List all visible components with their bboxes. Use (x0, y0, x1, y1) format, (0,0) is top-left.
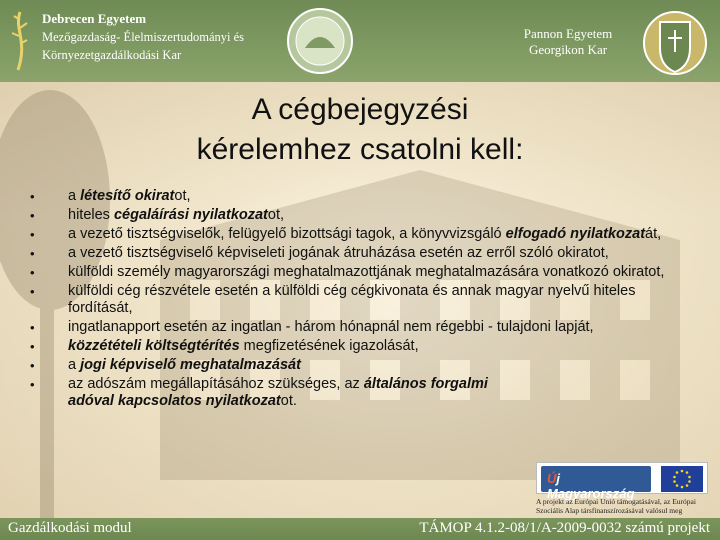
bullet-item (30, 207, 690, 224)
bullet-text: a (68, 188, 81, 204)
eu-logo (530, 462, 710, 522)
bullet-text: a (68, 357, 81, 373)
footer-right-text: TÁMOP 4.1.2-08/1/A-2009-0032 számú projekt (419, 520, 710, 536)
header-bar (0, 0, 720, 82)
header-left-line: Környezetgazdálkodási Kar (42, 48, 182, 62)
title-line: A cégbejegyzési (251, 93, 469, 126)
header-left-text (42, 10, 244, 64)
header-right-text (508, 26, 628, 58)
university-seal-icon (285, 6, 355, 76)
bullet-text: a vezető tisztségviselő képviseleti jogának átruházása esetén az erről szóló okiratot, (68, 245, 609, 261)
bullet-text: megfizetésének igazolását, (239, 338, 419, 354)
bullet-emphasis: általános forgalmi adóval kapcsolatos nyilatkozat (68, 376, 488, 409)
uj-magyarorszag-logo: Új Magyarország (541, 466, 651, 492)
footer-bar (0, 518, 720, 540)
bullet-emphasis: elfogadó nyilatkozat (505, 226, 646, 242)
bullet-item (30, 338, 690, 355)
bullet-text: külföldi cég részvétele esetén a külföldi cég cégkivonata és annak magyar nyelvű hiteles fordítását, (68, 283, 636, 316)
bullet-text: az adószám megállapításához szükséges, az (68, 376, 364, 392)
bullet-emphasis: cégaláírási nyilatkozat (113, 207, 268, 223)
eu-logo-box (536, 462, 708, 501)
slide-title (100, 90, 620, 170)
title-line: kérelemhez csatolni kell: (196, 133, 524, 166)
header-left-line: Mezőgazdaság- Élelmiszertudományi és (42, 30, 245, 44)
bullet-text: ot, (267, 207, 285, 223)
bullet-item (30, 376, 505, 410)
bullet-text: külföldi személy magyarországi meghatalmazottjának meghatalmazására vonatkozó okiratot, (68, 264, 665, 280)
bullet-text: hiteles (68, 207, 114, 223)
header-right-line: Pannon Egyetem (523, 26, 613, 41)
bullet-item (30, 264, 690, 281)
bullet-item (30, 245, 690, 262)
eu-flag-icon (661, 466, 703, 492)
bullet-text: a vezető tisztségviselők, felügyelő bizottsági tagok, a könyvvizsgáló (68, 226, 506, 242)
bullet-text: ot, (174, 188, 191, 204)
bullet-item (30, 188, 690, 205)
bullet-text: ot. (280, 393, 297, 409)
bullet-item (30, 226, 690, 243)
bullet-item (30, 319, 690, 336)
bullet-text: át, (645, 226, 662, 242)
georgikon-shield-icon (642, 8, 708, 78)
bullet-list (30, 188, 690, 412)
header-left-line: Debrecen Egyetem (42, 11, 147, 26)
bullet-text: ingatlanapport esetén az ingatlan - három hónapnál nem régebbi - tulajdoni lapját, (68, 319, 594, 335)
bullet-emphasis: jogi képviselő meghatalmazását (80, 357, 301, 373)
bullet-item (30, 283, 690, 317)
eu-funding-note: A projekt az Európai Unió támogatásával, az Európai Szociális Alap társfinanszírozásával valósul meg (536, 497, 696, 515)
debrecen-logo-icon (6, 10, 36, 72)
bullet-emphasis: közzétételi költségtérítés (68, 338, 240, 354)
footer-left-text: Gazdálkodási modul (8, 520, 132, 536)
header-right-line: Georgikon Kar (528, 42, 608, 57)
bullet-item (30, 357, 690, 374)
bullet-emphasis: létesítő okirat (80, 188, 175, 204)
